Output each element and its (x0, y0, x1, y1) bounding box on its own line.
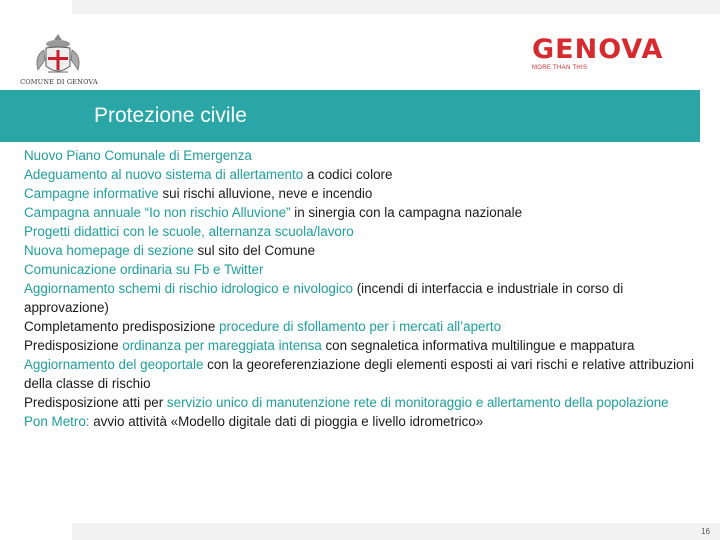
list-item (24, 336, 704, 355)
page-title: Protezione civile (94, 104, 247, 127)
highlighted-text: Aggiornamento del geoportale (24, 357, 204, 372)
list-item (24, 355, 704, 393)
list-item (24, 317, 704, 336)
highlighted-text: servizio unico di manutenzione rete di monitoraggio e allertamento della popolazione (166, 395, 669, 410)
coat-caption: COMUNE DI GENOVA (20, 78, 98, 86)
highlighted-text: ordinanza per mareggiata intensa (122, 338, 322, 353)
plain-text: (incendi di interfaccia e industriale in corso di approvazione) (24, 281, 624, 315)
plain-text: Predisposizione (24, 338, 123, 353)
genova-logo (532, 36, 663, 71)
highlighted-text: Nuova homepage di sezione (24, 243, 194, 258)
title-band (0, 90, 700, 142)
top-strip (72, 0, 720, 14)
plain-text: Completamento predisposizione (24, 319, 220, 334)
highlighted-text: Campagna annuale “Io non rischio Alluvione” (24, 205, 291, 220)
list-item (24, 146, 704, 165)
plain-text: avvio attività «Modello digitale dati di pioggia e livello idrometrico» (89, 414, 484, 429)
list-item (24, 260, 704, 279)
plain-text: con la georeferenziazione degli elementi esposti ai vari rischi e relative attribuzioni della classe di rischio (24, 357, 694, 391)
highlighted-text: Adeguamento al nuovo sistema di allertamento (24, 167, 304, 182)
plain-text: in sinergia con la campagna nazionale (290, 205, 523, 220)
list-item (24, 165, 704, 184)
highlighted-text: Nuovo Piano Comunale di Emergenza (24, 148, 252, 163)
highlighted-text: procedure di sfollamento per i mercati all’aperto (219, 319, 502, 334)
list-item (24, 203, 704, 222)
page-number: 16 (701, 527, 710, 536)
list-item (24, 184, 704, 203)
list-item (24, 412, 704, 431)
genova-logo-word: GENOVA (532, 34, 664, 65)
header (0, 14, 720, 88)
highlighted-text: Comunicazione ordinaria su Fb e Twitter (24, 262, 264, 277)
plain-text: con segnaletica informativa multilingue e mappatura (321, 338, 635, 353)
list-item (24, 279, 704, 317)
plain-text: Predisposizione atti per (24, 395, 167, 410)
highlighted-text: Pon Metro: (24, 414, 90, 429)
footer-bar (72, 523, 720, 540)
list-item (24, 222, 704, 241)
highlighted-text: Progetti didattici con le scuole, alternanza scuola/lavoro (24, 224, 354, 239)
list-item (24, 241, 704, 260)
highlighted-text: Campagne informative (24, 186, 159, 201)
highlighted-text: Aggiornamento schemi di rischio idrologico e nivologico (24, 281, 353, 296)
plain-text: sui rischi alluvione, neve e incendio (158, 186, 373, 201)
genova-logo-tagline: MORE THAN THIS (532, 65, 588, 71)
activity-list (24, 146, 704, 431)
plain-text: a codici colore (303, 167, 393, 182)
plain-text: sul sito del Comune (193, 243, 316, 258)
list-item (24, 393, 704, 412)
